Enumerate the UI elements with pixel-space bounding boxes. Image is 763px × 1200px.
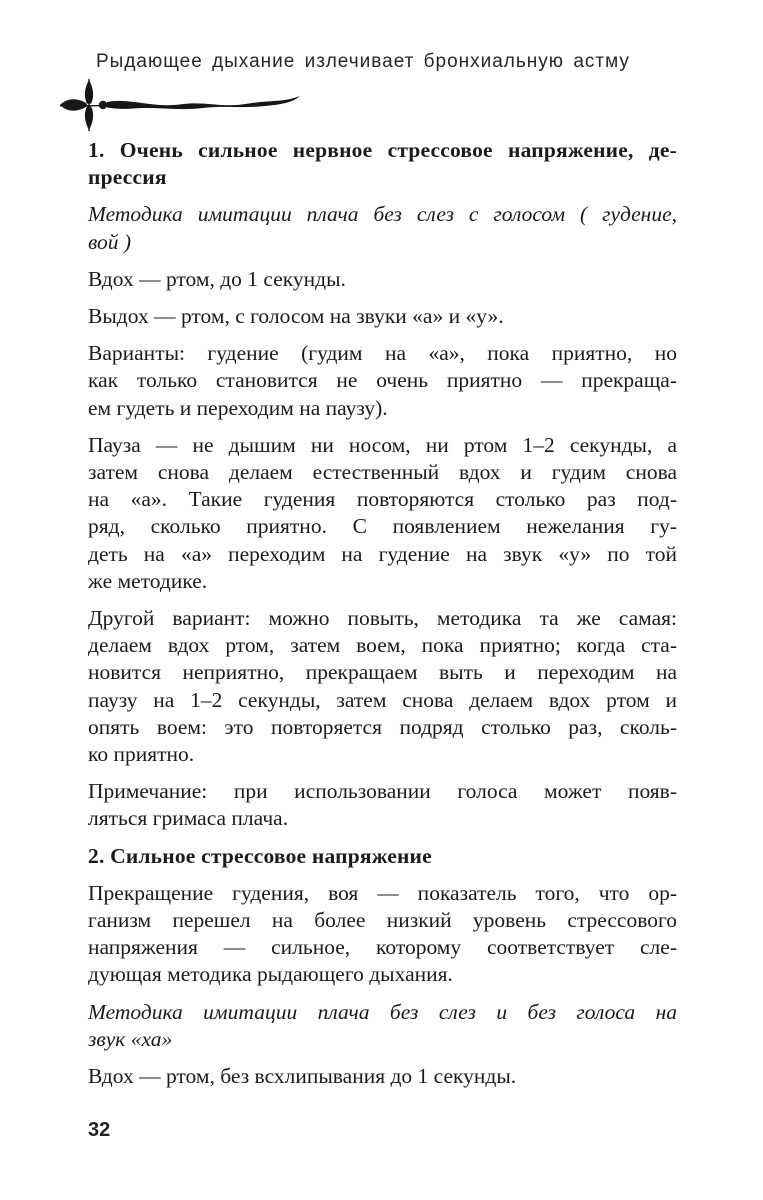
text-line: паузу на 1–2 секунды, затем снова делаем вдох ртом и [88,687,677,712]
method-subheading [88,201,677,255]
running-head: Рыдающее дыхание излечивает бронхиальную астму [96,51,630,72]
text-line: 1. Очень сильное нервное стрессовое напряжение, де- [88,138,677,162]
page-number: 32 [88,1119,111,1141]
text-line: делаем вдох ртом, затем воем, пока приятно; когда ста- [88,633,677,658]
text-line: Прекращение гудения, воя — показатель того, что ор- [88,880,677,905]
paragraph [88,340,677,422]
text-line: новится неприятно, прекращаем выть и переходим на [88,660,677,685]
text-line: ем гудеть и переходим на паузу). [88,395,388,420]
text-line: Примечание: при использовании голоса может появ- [88,779,677,804]
paragraph [88,778,677,832]
text-line: 2. Сильное стрессовое напряжение [88,843,432,868]
text-line: опять воем: это повторяется подряд столько раз, сколь- [88,714,677,739]
text-line: Вдох — ртом, до 1 секунды. [88,266,346,291]
flourish-divider-icon [57,76,307,134]
method-subheading [88,999,677,1053]
text-line: затем снова делаем естественный вдох и гудим снова [88,460,677,485]
text-line: дующая методика рыдающего дыхания. [88,962,453,987]
text-line: ко приятно. [88,742,195,767]
text-line: ряд, сколько приятно. С появлением нежелания гу- [88,514,677,539]
paragraph [88,1063,677,1090]
text-line: Другой вариант: можно повыть, методика та же самая: [88,606,677,631]
paragraph [88,266,677,293]
section-heading [88,137,677,191]
paragraph [88,303,677,330]
section-heading [88,843,677,870]
text-line: Вдох — ртом, без всхлипывания до 1 секунды. [88,1064,517,1089]
text-line: же методике. [88,568,208,593]
text-line: Выдох — ртом, с голосом на звуки «а» и «у». [88,304,504,329]
text-line: вой ) [88,229,132,254]
paragraph [88,605,677,768]
text-column [88,137,677,1090]
paragraph [88,432,677,595]
text-line: Методика имитации плача без слез и без голоса на [88,999,677,1024]
text-line: на «а». Такие гудения повторяются столько раз под- [88,487,677,512]
text-line: Варианты: гудение (гудим на «а», пока приятно, но [88,341,677,366]
text-line: ганизм перешел на более низкий уровень стрессового [88,908,677,933]
text-line: как только становится не очень приятно — прекраща- [88,368,677,393]
text-line: Пауза — не дышим ни носом, ни ртом 1–2 секунды, а [88,432,677,457]
text-line: Методика имитации плача без слез с голосом ( гудение, [88,202,677,227]
text-line: деть на «а» переходим на гудение на звук «у» по той [88,541,677,566]
text-line: прессия [88,165,167,190]
paragraph [88,880,677,989]
text-line: звук «ха» [88,1026,173,1051]
text-line: напряжения — сильное, которому соответствует сле- [88,935,677,960]
text-line: ляться гримаса плача. [88,806,289,831]
